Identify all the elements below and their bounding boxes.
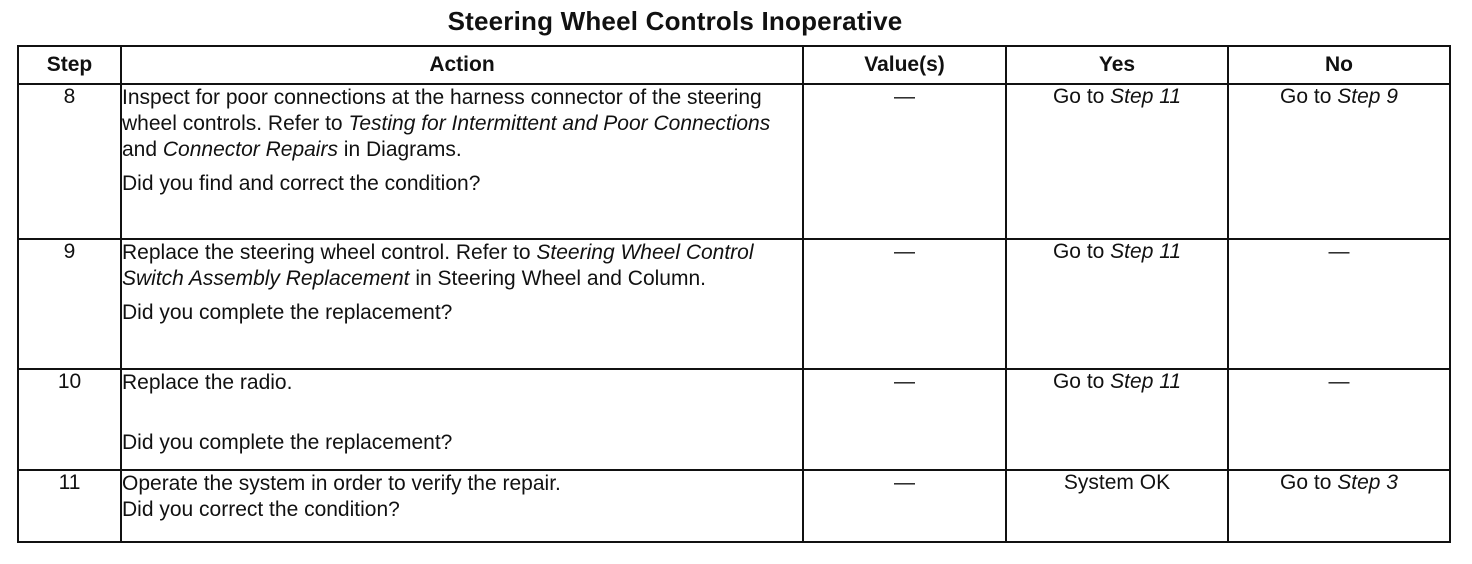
action-reference: Connector Repairs — [162, 138, 338, 161]
header-action: Action — [121, 46, 803, 84]
yes-cell — [1006, 84, 1228, 239]
yes-cell: System OK — [1006, 470, 1228, 542]
value-cell: — — [803, 84, 1006, 239]
action-reference: Testing for Intermittent and Poor Connections — [348, 112, 771, 135]
action-text: and — [122, 138, 163, 161]
table-row — [18, 84, 1450, 239]
step-reference: Step 11 — [1110, 240, 1182, 263]
diagnostic-table — [17, 45, 1451, 543]
action-reference: Steering Wheel Control Switch Assembly Replacement — [122, 241, 754, 290]
yes-cell — [1006, 369, 1228, 470]
step-reference: Step 3 — [1337, 471, 1398, 494]
action-cell — [121, 239, 803, 369]
step-number: 8 — [18, 84, 121, 239]
header-row — [18, 46, 1450, 84]
no-cell — [1228, 470, 1450, 542]
no-cell: — — [1228, 369, 1450, 470]
step-reference: Step 11 — [1110, 370, 1182, 393]
action-question: Did you complete the replacement? — [122, 301, 453, 324]
goto-prefix: Go to — [1280, 471, 1338, 494]
yes-cell — [1006, 239, 1228, 369]
header-values: Value(s) — [803, 46, 1006, 84]
action-cell — [121, 470, 803, 542]
step-number: 11 — [18, 470, 121, 542]
goto-prefix: Go to — [1280, 85, 1338, 108]
page-title: Steering Wheel Controls Inoperative — [447, 6, 903, 36]
step-number: 9 — [18, 239, 121, 369]
action-text: Inspect for poor connections at the harness connector of the steering wheel controls. Refer to — [122, 86, 762, 135]
goto-prefix: Go to — [1052, 85, 1111, 108]
action-text: Operate the system in order to verify the repair. — [122, 472, 561, 495]
action-text: Replace the steering wheel control. Refer to — [122, 241, 537, 264]
action-cell — [121, 84, 803, 239]
action-question: Did you correct the condition? — [122, 498, 400, 521]
action-question: Did you complete the replacement? — [122, 431, 453, 454]
action-text: in Diagrams. — [337, 138, 462, 161]
value-cell: — — [803, 369, 1006, 470]
table-row — [18, 239, 1450, 369]
no-cell: — — [1228, 239, 1450, 369]
action-cell — [121, 369, 803, 470]
step-number: 10 — [18, 369, 121, 470]
table-row — [18, 470, 1450, 542]
step-reference: Step 11 — [1110, 85, 1182, 108]
goto-prefix: Go to — [1052, 240, 1111, 263]
step-reference: Step 9 — [1337, 85, 1398, 108]
header-no: No — [1228, 46, 1450, 84]
goto-prefix: Go to — [1052, 370, 1111, 393]
header-step: Step — [18, 46, 121, 84]
action-question: Did you find and correct the condition? — [122, 172, 481, 195]
no-cell — [1228, 84, 1450, 239]
header-yes: Yes — [1006, 46, 1228, 84]
value-cell: — — [803, 470, 1006, 542]
action-text: in Steering Wheel and Column. — [409, 267, 706, 290]
value-cell: — — [803, 239, 1006, 369]
table-row — [18, 369, 1450, 470]
action-text: Replace the radio. — [122, 371, 293, 394]
